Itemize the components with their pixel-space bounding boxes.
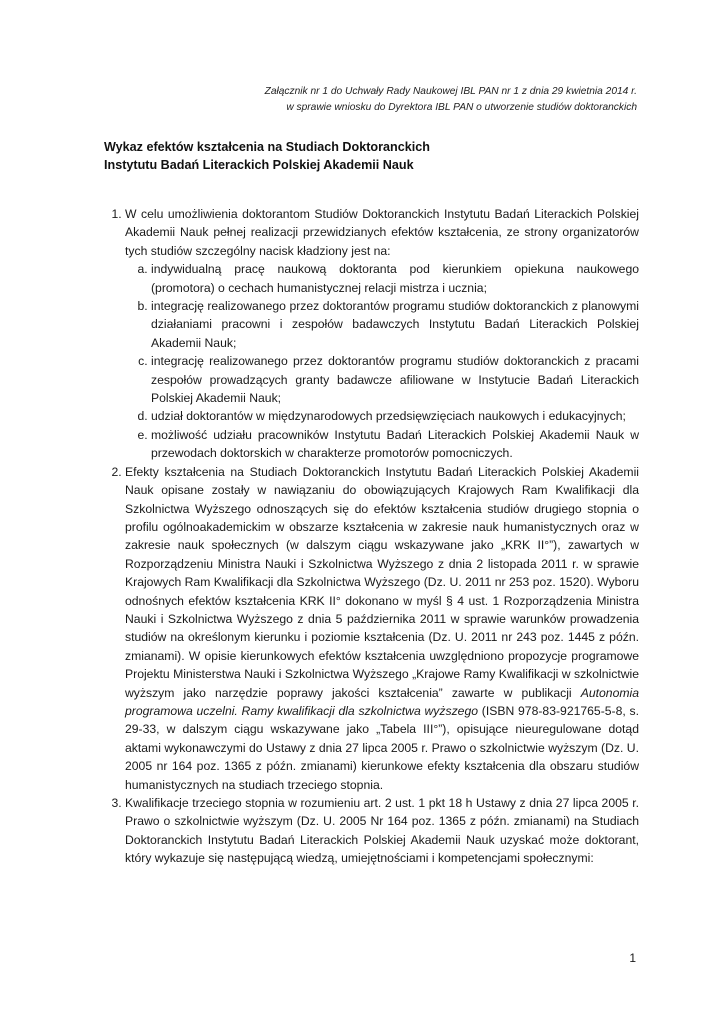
sub-item-b: b. integrację realizowanego przez doktorantów programu studiów doktoranckich z planowymi działaniami pracowni i zespołów badawczych Instytutu Badań Literackich Polskiej Akademii Nauk; bbox=[151, 297, 639, 352]
list-item-2-text-part2: (ISBN 978-83-921765-5-8, s. 29-33, w dalszym ciągu wskazywane jako „Tabela III°”), opisujące nieuregulowane dotąd aktami wykonawczymi do Ustawy z dnia 27 lipca 2005 r. Prawo o szkolnictwie wyższym (Dz. U. 2005 nr 164 poz. 1365 z późn. zmianami) kierunkowe efekty kształcenia dla obszaru studiów humanistycznych na studiach trzeciego stopnia. bbox=[125, 703, 639, 792]
main-list bbox=[102, 205, 639, 868]
document-title bbox=[104, 138, 430, 174]
sub-item-e: e. możliwość udziału pracowników Instytutu Badań Literackich Polskiej Akademii Nauk w przewodach doktorskich w charakterze promotorów pomocniczych. bbox=[151, 426, 639, 463]
sub-list bbox=[125, 260, 639, 462]
list-item-3 bbox=[125, 794, 639, 868]
sub-item-d: d. udział doktorantów w międzynarodowych przedsięwzięciach naukowych i edukacyjnych; bbox=[151, 407, 639, 425]
list-item-2-text-part1: Efekty kształcenia na Studiach Doktoranckich Instytutu Badań Literackich Polskiej Akademii Nauk opisane zostały w nawiązaniu do obowiązujących Krajowych Ram Kwalifikacji dla Szkolnictwa Wyższego odnoszących się do efektów kształcenia studiów drugiego stopnia o profilu ogólnoakademickim w obszarze kształcenia w zakresie nauk humanistycznych oraz w zakresie nauk społecznych (w dalszym ciągu wskazywane jako „KRK II°”), zawartych w Rozporządzeniu Ministra Nauki i Szkolnictwa Wyższego z dnia 2 listopada 2011 r. w sprawie Krajowych Ram Kwalifikacji dla Szkolnictwa Wyższego (Dz. U. 2011 nr 253 poz. 1520). Wyboru odnośnych efektów kształcenia KRK II° dokonano w myśl § 4 ust. 1 Rozporządzenia Ministra Nauki i Szkolnictwa Wyższego z dnia 5 października 2011 w sprawie warunków prowadzenia studiów na określonym kierunku i poziomie kształcenia (Dz. U. 2011 nr 243 poz. 1445 z późn. zmianami). W opisie kierunkowych efektów kształcenia uwzględniono propozycje programowe Projektu Ministerstwa Nauki i Szkolnictwa Wyższego „Krajowe Ramy Kwalifikacji w szkolnictwie wyższym jako narzędzie poprawy jakości kształcenia” zawarte w publikacji bbox=[125, 464, 639, 700]
list-item-2 bbox=[125, 463, 639, 794]
document-title-line1: Wykaz efektów kształcenia na Studiach Doktoranckich bbox=[104, 140, 430, 154]
list-item-1-text: W celu umożliwienia doktorantom Studiów Doktoranckich Instytutu Badań Literackich Polskiej Akademii Nauk pełnej realizacji przewidzianych efektów kształcenia, ze strony organizatorów tych studiów szczególny nacisk kładziony jest na: bbox=[125, 207, 639, 258]
attachment-note-line1: Załącznik nr 1 do Uchwały Rady Naukowej IBL PAN nr 1 z dnia 29 kwietnia 2014 r. bbox=[264, 86, 637, 97]
attachment-note-line2: w sprawie wniosku do Dyrektora IBL PAN o utworzenie studiów doktoranckich bbox=[286, 102, 637, 113]
list-item-1 bbox=[125, 205, 639, 463]
attachment-note bbox=[265, 84, 637, 116]
sub-item-c: c. integrację realizowanego przez doktorantów programu studiów doktoranckich z pracami zespołów prowadzących granty badawcze afiliowane w Instytucie Badań Literackich Polskiej Akademii Nauk; bbox=[151, 352, 639, 407]
document-title-line2: Instytutu Badań Literackich Polskiej Akademii Nauk bbox=[104, 158, 414, 172]
list-item-3-text: Kwalifikacje trzeciego stopnia w rozumieniu art. 2 ust. 1 pkt 18 h Ustawy z dnia 27 lipca 2005 r. Prawo o szkolnictwie wyższym (Dz. U. 2005 Nr 164 poz. 1365 z późn. zmianami) na Studiach Doktoranckich Instytutu Badań Literackich Polskiej Akademii Nauk uzyskać może doktorant, który wykazuje się następującą wiedzą, umiejętnościami i kompetencjami społecznymi: bbox=[125, 796, 639, 866]
document-body bbox=[102, 205, 639, 868]
publication-title: Autonomia programowa uczelni. Ramy kwalifikacji dla szkolnictwa wyższego bbox=[125, 685, 639, 718]
page-number: 1 bbox=[629, 951, 636, 965]
sub-item-a: a. indywidualną pracę naukową doktoranta pod kierunkiem opiekuna naukowego (promotora) o cechach humanistycznej relacji mistrza i ucznia; bbox=[151, 260, 639, 297]
